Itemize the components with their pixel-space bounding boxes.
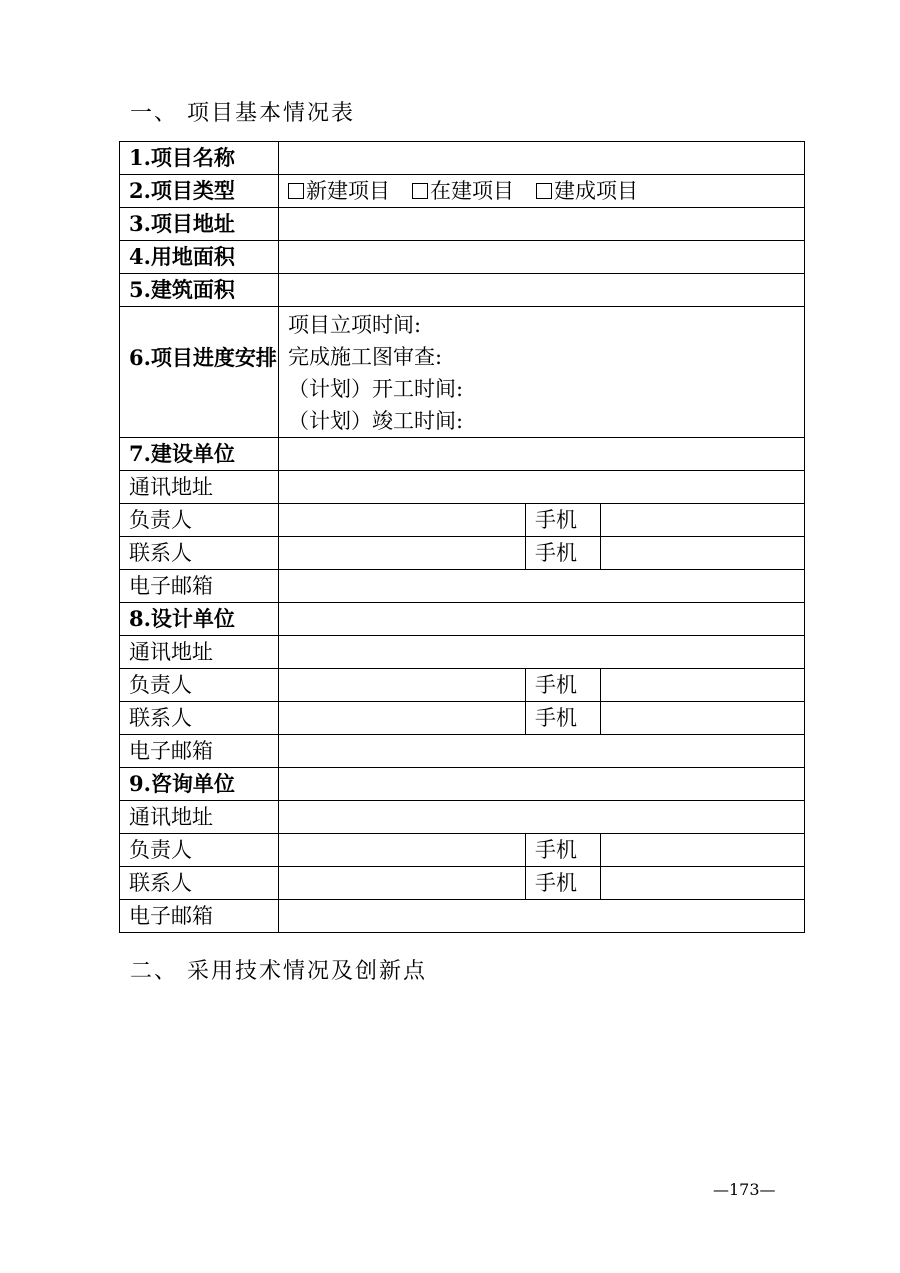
consulting-email-field[interactable] bbox=[279, 900, 805, 933]
land-area-label: 4.用地面积 bbox=[120, 241, 279, 274]
schedule-drawing-review: 完成施工图审查: bbox=[288, 345, 443, 369]
construction-contact-mobile-label: 手机 bbox=[526, 537, 601, 570]
project-info-table bbox=[119, 141, 805, 933]
consulting-contact-label: 联系人 bbox=[120, 867, 279, 900]
project-address-label: 3.项目地址 bbox=[120, 208, 279, 241]
schedule-approval-time: 项目立项时间: bbox=[288, 313, 422, 337]
design-contact-mobile-field[interactable] bbox=[601, 702, 805, 735]
consulting-address-field[interactable] bbox=[279, 801, 805, 834]
project-address-field[interactable] bbox=[279, 208, 805, 241]
row-construction-contact bbox=[120, 537, 805, 570]
project-name-field[interactable] bbox=[279, 142, 805, 175]
construction-contact-field[interactable] bbox=[279, 537, 526, 570]
construction-address-label: 通讯地址 bbox=[120, 471, 279, 504]
row-design-unit bbox=[120, 603, 805, 636]
design-unit-label: 8.设计单位 bbox=[120, 603, 279, 636]
construction-contact-mobile-field[interactable] bbox=[601, 537, 805, 570]
construction-person-mobile-field[interactable] bbox=[601, 504, 805, 537]
checkbox-icon[interactable] bbox=[288, 183, 304, 199]
project-type-label: 2.项目类型 bbox=[120, 175, 279, 208]
design-person-field[interactable] bbox=[279, 669, 526, 702]
consulting-person-mobile-field[interactable] bbox=[601, 834, 805, 867]
consulting-contact-mobile-field[interactable] bbox=[601, 867, 805, 900]
design-contact-label: 联系人 bbox=[120, 702, 279, 735]
schedule-completion-time: （计划）竣工时间: bbox=[288, 409, 464, 433]
row-consulting-person bbox=[120, 834, 805, 867]
row-consulting-contact bbox=[120, 867, 805, 900]
building-area-field[interactable] bbox=[279, 274, 805, 307]
checkbox-icon[interactable] bbox=[412, 183, 428, 199]
consulting-email-label: 电子邮箱 bbox=[120, 900, 279, 933]
construction-unit-label: 7.建设单位 bbox=[120, 438, 279, 471]
design-email-label: 电子邮箱 bbox=[120, 735, 279, 768]
row-building-area bbox=[120, 274, 805, 307]
consulting-contact-field[interactable] bbox=[279, 867, 526, 900]
construction-email-field[interactable] bbox=[279, 570, 805, 603]
section-heading-basic-info: 一、 项目基本情况表 bbox=[130, 101, 355, 126]
project-name-label: 1.项目名称 bbox=[120, 142, 279, 175]
checkbox-icon[interactable] bbox=[536, 183, 552, 199]
page-number: —173— bbox=[713, 1180, 776, 1199]
construction-address-field[interactable] bbox=[279, 471, 805, 504]
construction-contact-label: 联系人 bbox=[120, 537, 279, 570]
row-project-name bbox=[120, 142, 805, 175]
design-email-field[interactable] bbox=[279, 735, 805, 768]
row-design-contact bbox=[120, 702, 805, 735]
schedule-field[interactable] bbox=[279, 307, 805, 438]
schedule-start-time: （计划）开工时间: bbox=[288, 377, 464, 401]
building-area-label: 5.建筑面积 bbox=[120, 274, 279, 307]
row-consulting-unit bbox=[120, 768, 805, 801]
row-project-address bbox=[120, 208, 805, 241]
row-construction-address bbox=[120, 471, 805, 504]
row-consulting-address bbox=[120, 801, 805, 834]
land-area-field[interactable] bbox=[279, 241, 805, 274]
consulting-unit-label: 9.咨询单位 bbox=[120, 768, 279, 801]
construction-email-label: 电子邮箱 bbox=[120, 570, 279, 603]
construction-person-field[interactable] bbox=[279, 504, 526, 537]
construction-unit-field[interactable] bbox=[279, 438, 805, 471]
project-type-options bbox=[279, 175, 805, 208]
row-project-type bbox=[120, 175, 805, 208]
section-heading-technology: 二、 采用技术情况及创新点 bbox=[130, 959, 427, 984]
construction-person-label: 负责人 bbox=[120, 504, 279, 537]
design-person-mobile-label: 手机 bbox=[526, 669, 601, 702]
row-design-address bbox=[120, 636, 805, 669]
consulting-contact-mobile-label: 手机 bbox=[526, 867, 601, 900]
row-schedule bbox=[120, 307, 805, 438]
schedule-label: 6.项目进度安排 bbox=[120, 307, 279, 438]
design-person-label: 负责人 bbox=[120, 669, 279, 702]
consulting-address-label: 通讯地址 bbox=[120, 801, 279, 834]
design-contact-mobile-label: 手机 bbox=[526, 702, 601, 735]
row-construction-unit bbox=[120, 438, 805, 471]
row-construction-email bbox=[120, 570, 805, 603]
consulting-person-field[interactable] bbox=[279, 834, 526, 867]
design-person-mobile-field[interactable] bbox=[601, 669, 805, 702]
design-unit-field[interactable] bbox=[279, 603, 805, 636]
design-address-label: 通讯地址 bbox=[120, 636, 279, 669]
row-land-area bbox=[120, 241, 805, 274]
row-consulting-email bbox=[120, 900, 805, 933]
consulting-person-mobile-label: 手机 bbox=[526, 834, 601, 867]
design-address-field[interactable] bbox=[279, 636, 805, 669]
consulting-person-label: 负责人 bbox=[120, 834, 279, 867]
option-new-project[interactable]: 新建项目 bbox=[288, 176, 390, 206]
consulting-unit-field[interactable] bbox=[279, 768, 805, 801]
row-design-email bbox=[120, 735, 805, 768]
option-under-construction[interactable]: 在建项目 bbox=[412, 176, 514, 206]
row-construction-person bbox=[120, 504, 805, 537]
construction-person-mobile-label: 手机 bbox=[526, 504, 601, 537]
option-completed[interactable]: 建成项目 bbox=[536, 176, 638, 206]
design-contact-field[interactable] bbox=[279, 702, 526, 735]
row-design-person bbox=[120, 669, 805, 702]
